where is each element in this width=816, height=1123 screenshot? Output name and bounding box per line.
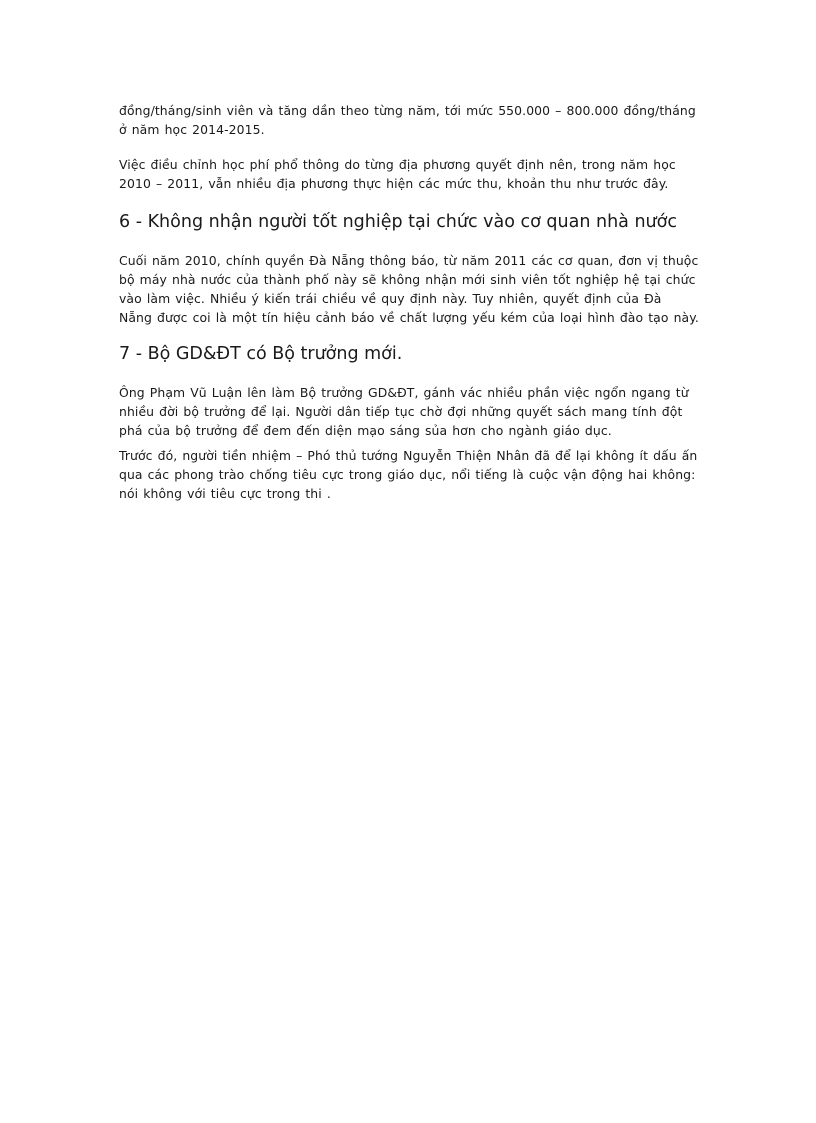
paragraph-tuition-general: Việc điều chỉnh học phí phổ thông do từng địa phương quyết định nên, trong năm học 2010 – 2011, vẫn nhiều địa phương thực hiện các mức thu, khoản thu như trước đây. bbox=[119, 157, 676, 191]
paragraph-new-minister: Ông Phạm Vũ Luận lên làm Bộ trưởng GD&ĐT, gánh vác nhiều phần việc ngổn ngang từ nhiều đời bộ trưởng để lại. Người dân tiếp tục chờ đợi những quyết sách mang tính đột phá của bộ trưởng để đem đến diện mạo sáng sủa hơn cho ngành giáo dục. bbox=[119, 385, 689, 438]
paragraph-tuition-university: đồng/tháng/sinh viên và tăng dần theo từng năm, tới mức 550.000 – 800.000 đồng/tháng ở năm học 2014-2015. bbox=[119, 103, 696, 137]
section-heading-7: 7 - Bộ GD&ĐT có Bộ trưởng mới. bbox=[119, 344, 403, 364]
paragraph-predecessor: Trước đó, người tiền nhiệm – Phó thủ tướng Nguyễn Thiện Nhân đã để lại không ít dấu ấn qua các phong trào chống tiêu cực trong giáo dục, nổi tiếng là cuộc vận động hai không: nói không với tiêu cực trong thi . bbox=[119, 448, 698, 501]
section-heading-6: 6 - Không nhận người tốt nghiệp tại chức vào cơ quan nhà nước bbox=[119, 212, 677, 232]
paragraph-danang: Cuối năm 2010, chính quyền Đà Nẵng thông báo, từ năm 2011 các cơ quan, đơn vị thuộc bộ máy nhà nước của thành phố này sẽ không nhận mới sinh viên tốt nghiệp hệ tại chức vào làm việc. Nhiều ý kiến trái chiều về quy định này. Tuy nhiên, quyết định của Đà Nẵng được coi là một tín hiệu cảnh báo về chất lượng yếu kém của loại hình đào tạo này. bbox=[119, 253, 699, 325]
document-page bbox=[119, 101, 699, 503]
